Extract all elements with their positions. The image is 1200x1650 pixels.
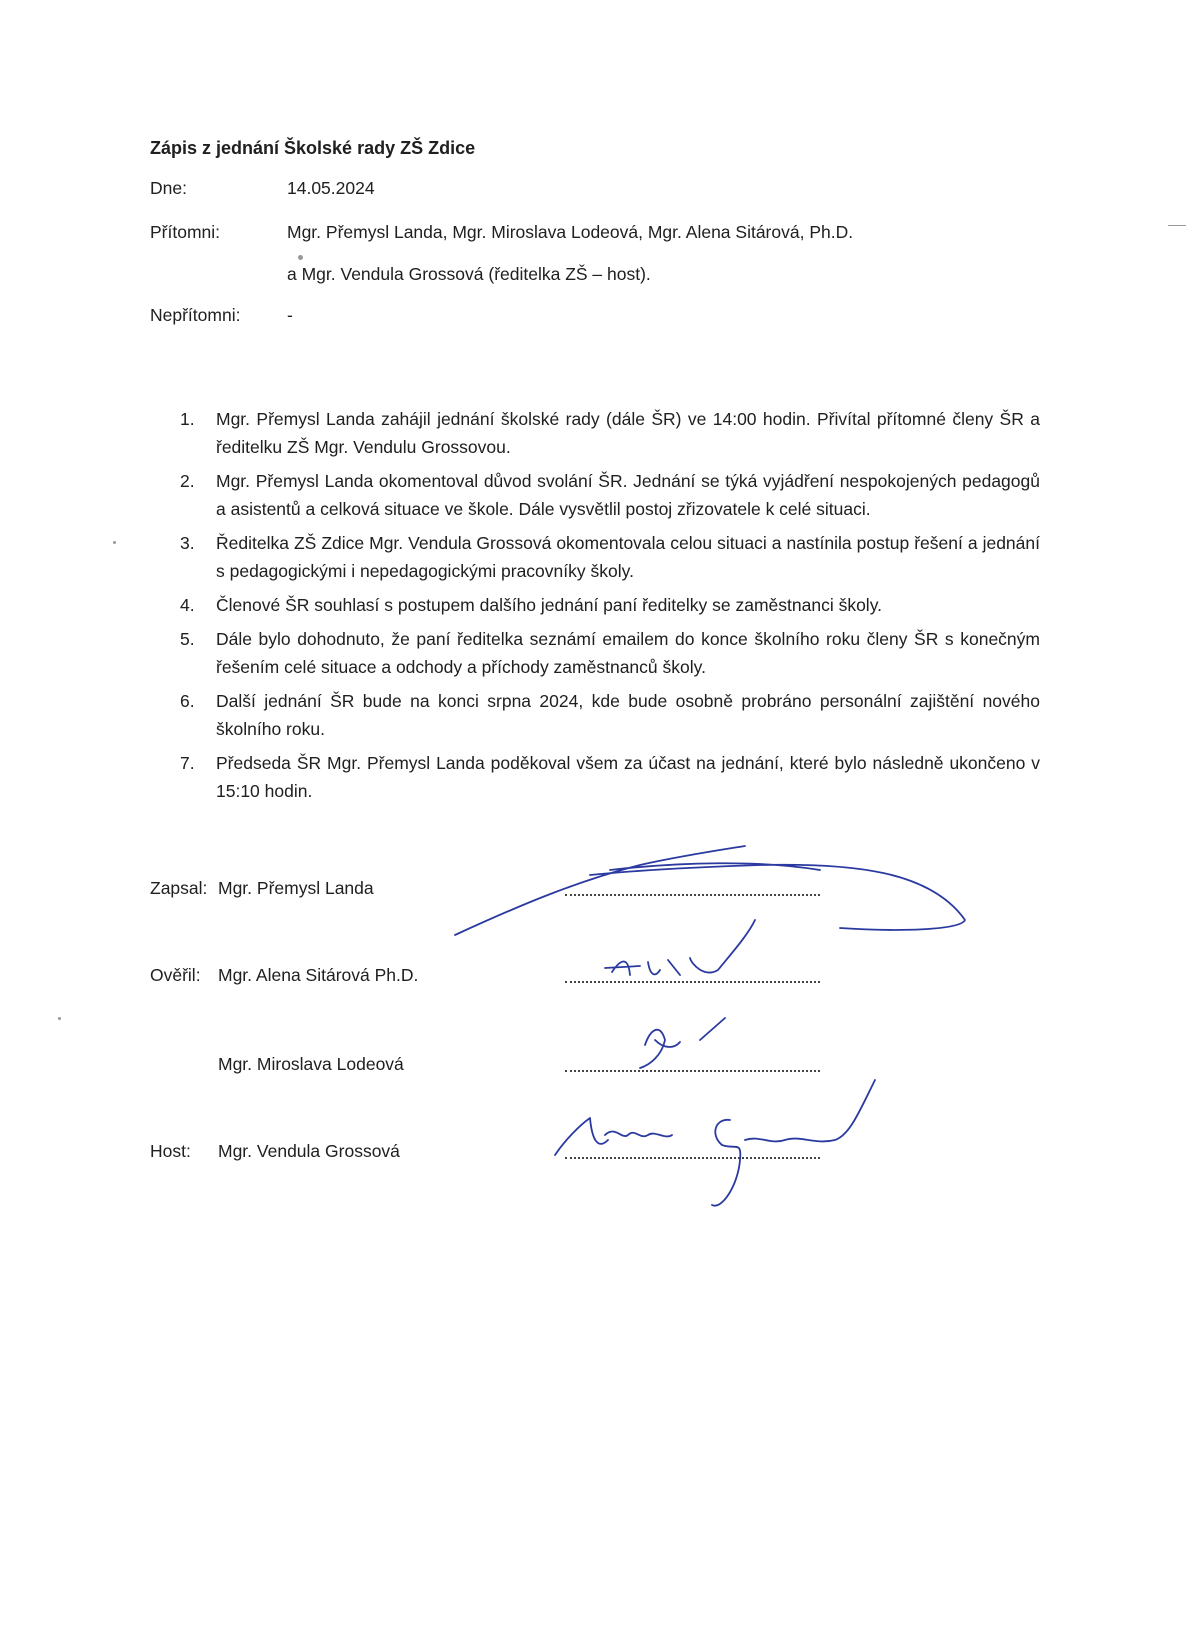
item-text: Členové ŠR souhlasí s postupem dalšího jednání paní ředitelky se zaměstnanci školy. <box>216 595 883 615</box>
scan-speck <box>298 255 303 260</box>
signature-row-guest <box>150 1141 1050 1171</box>
document-title: Zápis z jednání Školské rady ZŠ Zdice <box>150 138 476 158</box>
signature-line <box>565 1145 820 1159</box>
item-number: 5. <box>180 629 195 649</box>
absent-label: Nepřítomni: <box>150 305 241 325</box>
list-item <box>180 591 1040 619</box>
item-number: 4. <box>180 595 195 615</box>
list-item <box>180 625 1040 681</box>
verified-label: Ověřil: <box>150 965 201 985</box>
present-label: Přítomni: <box>150 222 221 242</box>
absent-value: - <box>287 305 293 325</box>
guest-name: Mgr. Vendula Grossová <box>218 1141 400 1161</box>
list-item <box>180 467 1040 523</box>
item-text: Mgr. Přemysl Landa okomentoval důvod svolání ŠR. Jednání se týká vyjádření nespokojených pedagogů a asistentů a celková situace ve škole. Dále vysvětlil postoj zřizovatele k celé situaci. <box>216 471 1040 519</box>
signature-row-recorded <box>150 878 1050 908</box>
signature-row-verified-2 <box>150 1054 1050 1084</box>
item-text: Ředitelka ZŠ Zdice Mgr. Vendula Grossová okomentovala celou situaci a nastínila postup řešení a jednání s pedagogickými i nepedagogickými pracovníky školy. <box>216 533 1040 581</box>
scan-speck <box>113 541 116 544</box>
guest-label: Host: <box>150 1141 191 1161</box>
item-text: Mgr. Přemysl Landa zahájil jednání školské rady (dále ŠR) ve 14:00 hodin. Přivítal přítomné členy ŠR a ředitelku ZŠ Mgr. Vendulu Grossovou. <box>216 409 1040 457</box>
recorded-name: Mgr. Přemysl Landa <box>218 878 374 898</box>
list-item <box>180 749 1040 805</box>
list-item <box>180 687 1040 743</box>
signature-line <box>565 969 820 983</box>
item-text: Předseda ŠR Mgr. Přemysl Landa poděkoval všem za účast na jednání, které bylo následně ukončeno v 15:10 hodin. <box>216 753 1040 801</box>
scan-speck <box>58 1017 61 1020</box>
list-item <box>180 529 1040 585</box>
signature-line <box>565 882 820 896</box>
item-number: 6. <box>180 691 195 711</box>
item-number: 7. <box>180 753 195 773</box>
date-value: 14.05.2024 <box>287 178 375 198</box>
item-number: 3. <box>180 533 195 553</box>
present-line-2: a Mgr. Vendula Grossová (ředitelka ZŠ – host). <box>287 264 651 284</box>
minutes-items-list <box>180 405 1040 811</box>
verified-name-2: Mgr. Miroslava Lodeová <box>218 1054 404 1074</box>
scan-speck <box>1168 225 1186 226</box>
recorded-label: Zapsal: <box>150 878 208 898</box>
list-item <box>180 405 1040 461</box>
date-label: Dne: <box>150 178 187 198</box>
verified-name-1: Mgr. Alena Sitárová Ph.D. <box>218 965 419 985</box>
item-number: 1. <box>180 409 195 429</box>
item-text: Další jednání ŠR bude na konci srpna 2024, kde bude osobně probráno personální zajištění nového školního roku. <box>216 691 1040 739</box>
signature-line <box>565 1058 820 1072</box>
item-text: Dále bylo dohodnuto, že paní ředitelka seznámí emailem do konce školního roku členy ŠR s konečným řešením celé situace a odchody a příchody zaměstnanců školy. <box>216 629 1040 677</box>
item-number: 2. <box>180 471 195 491</box>
signature-row-verified-1 <box>150 965 1050 995</box>
present-line-1: Mgr. Přemysl Landa, Mgr. Miroslava Lodeová, Mgr. Alena Sitárová, Ph.D. <box>287 222 854 242</box>
